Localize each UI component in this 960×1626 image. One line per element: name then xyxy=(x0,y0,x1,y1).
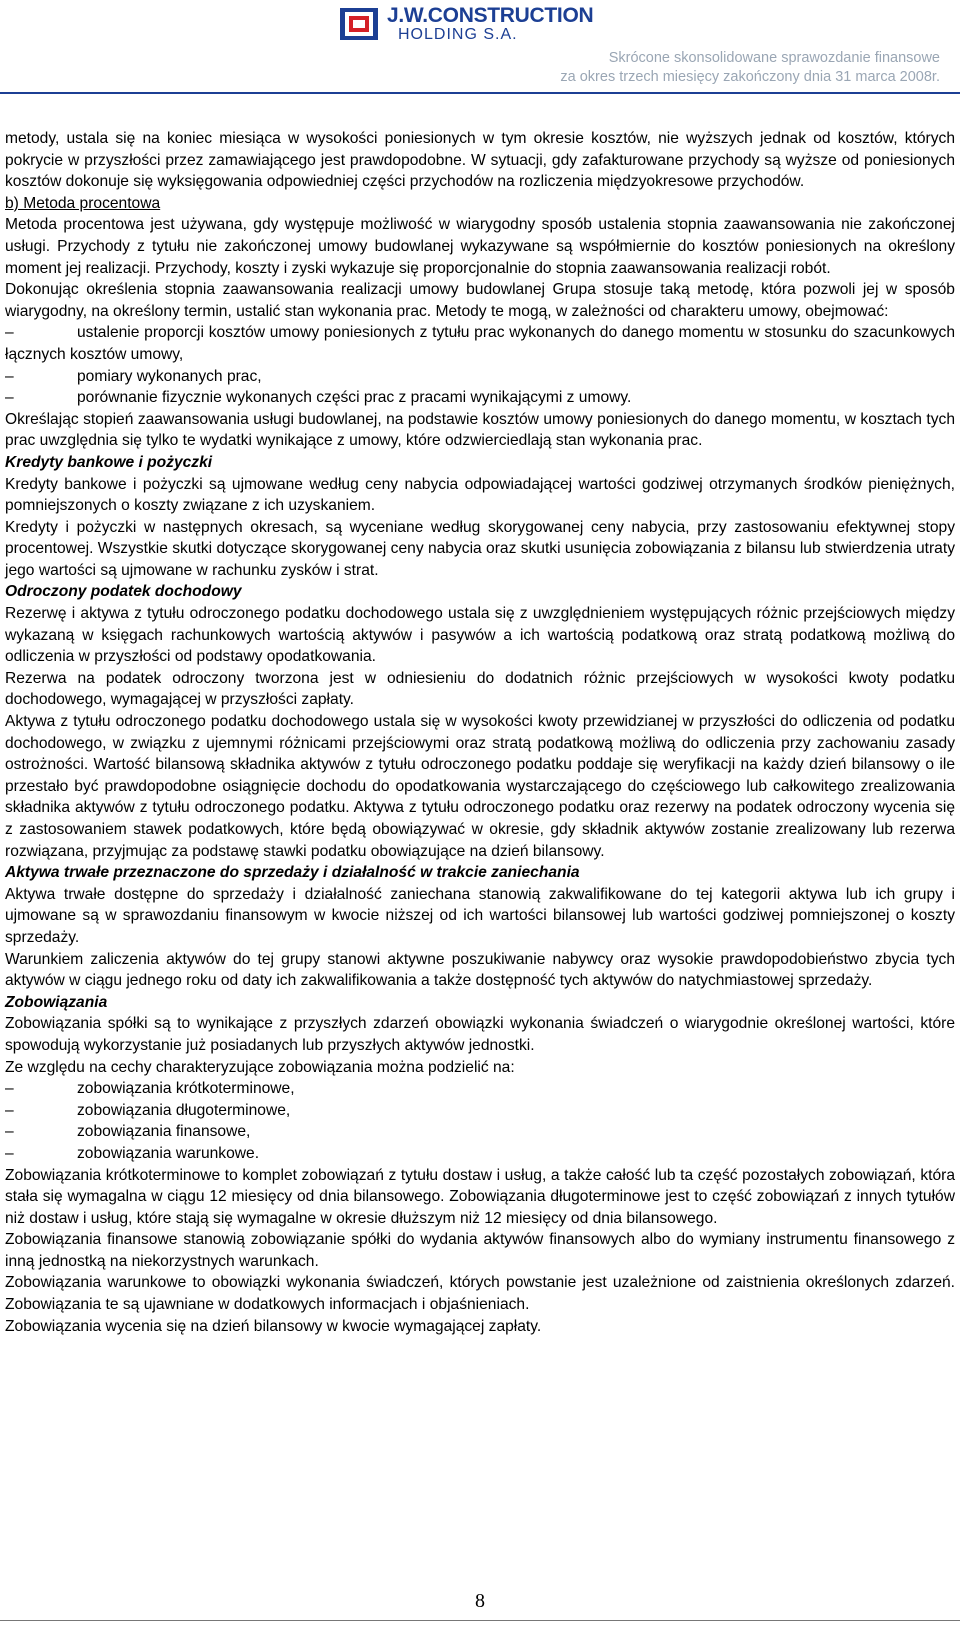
page-header xyxy=(0,0,960,94)
paragraph: Aktywa trwałe dostępne do sprzedaży i działalność zaniechana stanowią zakwalifikowane do tej kategorii aktywa lub ich grupy i ujmowane są w sprawozdaniu finansowym w kwocie niższej od ich wartości bilansowej lub wartości godziwej pomniejszonej o koszty sprzedaży. xyxy=(5,885,955,946)
document-body xyxy=(5,128,955,1337)
paragraph: Rezerwa na podatek odroczony tworzona jest w odniesieniu do dodatnich różnic przejściowych w wysokości kwoty podatku dochodowego, wymagającej w przyszłości zapłaty. xyxy=(5,669,955,709)
list-item xyxy=(5,1143,955,1165)
document-title: Skrócone skonsolidowane sprawozdanie finansowe xyxy=(608,50,940,66)
paragraph: Rezerwę i aktywa z tytułu odroczonego podatku dochodowego ustala się z uwzględnieniem występujących różnic przejściowych między wykazaną w księgach rachunkowych wartością aktywów i pasywów a ich wartością podatkową oraz stratą podatkową możliwą do odliczenia w przyszłości od podstawy opodatkowania. xyxy=(5,605,955,666)
paragraph: Zobowiązania warunkowe to obowiązki wykonania świadczeń, których powstanie jest uzależnione od zaistnienia określonych zdarzeń. Zobowiązania te są ujawniane w dodatkowych informacjach i objaśnieniach. xyxy=(5,1274,955,1314)
paragraph: Ze względu na cechy charakteryzujące zobowiązania można podzielić na: xyxy=(5,1058,515,1076)
paragraph: Warunkiem zaliczenia aktywów do tej grupy stanowi aktywne poszukiwanie nabywcy oraz wysokie prawdopodobieństwo zbycia tych aktywów w ciągu jednego roku od daty ich zakwalifikowania a także dostępność tych aktywów do natychmiastowej sprzedaży. xyxy=(5,950,955,990)
list-item-text: zobowiązania warunkowe. xyxy=(77,1144,260,1162)
list-item-text: zobowiązania długoterminowe, xyxy=(77,1101,291,1119)
paragraph: Zobowiązania spółki są to wynikające z przyszłych zdarzeń obowiązki wykonania świadczeń o wiarygodnie określonej wartości, które spowodują wykorzystanie już posiadanych lub przyszłych aktywów jednostki. xyxy=(5,1015,955,1054)
paragraph: metody, ustala się na koniec miesiąca w wysokości poniesionych w tym okresie kosztów, nie wyższych jednak od kosztów, których pokrycie w przyszłości przez zamawiającego jest prawdopodobne. W sytuacji, gdy zafakturowane przychody są wyższe od poniesionych kosztów dokonuje się wyksięgowania odpowiedniej części przychodów na rozliczenia międzyokresowe przychodów. xyxy=(5,130,955,191)
list-item xyxy=(5,322,955,365)
list-item xyxy=(5,387,955,409)
dash-bullet: – xyxy=(5,1144,14,1162)
dash-bullet: – xyxy=(5,324,14,342)
paragraph: Określając stopień zaawansowania usługi budowlanej, na podstawie kosztów umowy poniesionych do danego momentu, w kosztach tych prac uwzględnia się tylko te wydatki wynikające z umowy, które odzwierciedlają stan wykonania prac. xyxy=(5,410,955,450)
list-item-text: zobowiązania krótkoterminowe, xyxy=(77,1080,295,1098)
paragraph: Zobowiązania wycenia się na dzień bilansowy w kwocie wymagającej zapłaty. xyxy=(5,1317,542,1335)
paragraph: Kredyty bankowe i pożyczki są ujmowane według ceny nabycia odpowiadającej wartości godziwej otrzymanych środków pieniężnych, pomniejszonych o koszty związane z ich uzyskaniem. xyxy=(5,475,955,515)
list-item-text: ustalenie proporcji kosztów umowy poniesionych z tytułu prac wykonanych do danego momentu w stosunku do szacunkowych łącznych kosztów umowy, xyxy=(5,324,955,363)
paragraph: Aktywa z tytułu odroczonego podatku dochodowego ustala się w wysokości kwoty przewidzianej w przyszłości do odliczenia od podatku dochodowego, w związku z ujemnymi różnicami przejściowymi oraz stratą podatkową możliwą do odliczenia przy zachowaniu zasady ostrożności. Wartość bilansową składnika aktywów z tytułu odroczonego podatku poddaje się weryfikacji na każdy dzień bilansowy o ile przestało być prawdopodobne osiągnięcie dochodu do opodatkowania wystarczającego do częściowego lub całkowitego zrealizowania składnika aktywów z tytułu odroczonego podatku. Aktywa z tytułu odroczonego podatku oraz rezerwy na podatek odroczony wycenia się z zastosowaniem stawek podatkowych, które będą obowiązywać w okresie, gdy składnik aktywów zostanie zrealizowany lub rezerwa rozwiązana, przyjmując za podstawę stawki podatku obowiązujące na dzień bilansowy. xyxy=(5,713,955,860)
list-item-text: porównanie fizycznie wykonanych części prac z pracami wynikającymi z umowy. xyxy=(77,389,632,407)
list-item-text: pomiary wykonanych prac, xyxy=(77,367,262,385)
paragraph: Metoda procentowa jest używana, gdy występuje możliwość w wiarygodny sposób ustalenia stopnia zaawansowania nie zakończonej usługi. Przychody z tytułu nie zakończonej umowy budowlanej wykazywane są współmiernie do kosztów poniesionych na określony moment jej realizacji. Przychody, koszty i zyski wykazuje się proporcjonalnie do stopnia zaawansowania realizacji robót. xyxy=(5,216,955,277)
company-name: J.W.CONSTRUCTION xyxy=(387,4,594,27)
section-heading-assets-held-for-sale: Aktywa trwałe przeznaczone do sprzedaży i działalność w trakcie zaniechania xyxy=(5,864,580,882)
dash-bullet: – xyxy=(5,367,14,385)
dash-bullet: – xyxy=(5,1123,14,1141)
list-item xyxy=(5,1078,955,1100)
paragraph: Zobowiązania finansowe stanowią zobowiązanie spółki do wydania aktywów finansowych albo do wymiany instrumentu finansowego z inną jednostką na niekorzystnych warunkach. xyxy=(5,1231,955,1270)
company-logo-icon xyxy=(340,8,378,40)
paragraph: Kredyty i pożyczki w następnych okresach, są wyceniane według skorygowanej ceny nabycia, przy zastosowaniu efektywnej stopy procentowej. Wszystkie skutki dotyczące skorygowanej ceny nabycia oraz skutki usunięcia zobowiązania z bilansu lub stwierdzenia utraty jego wartości są ujmowane w rachunku zysków i strat. xyxy=(5,518,955,579)
company-subtitle: HOLDING S.A. xyxy=(398,26,518,43)
paragraph: Zobowiązania krótkoterminowe to komplet zobowiązań z tytułu dostaw i usług, a także całość lub ta część pozostałych zobowiązań, która stała się wymagalna w ciągu 12 miesięcy od dnia bilansowego. Zobowiązania długoterminowe jest to część zobowiązań z innych tytułów niż dostaw i usług, które stają się wymagalne w okresie dłuższym niż 12 miesięcy od dnia bilansowego. xyxy=(5,1166,955,1227)
section-heading-liabilities: Zobowiązania xyxy=(5,993,108,1011)
page-number: 8 xyxy=(475,1590,485,1612)
document-period: za okres trzech miesięcy zakończony dnia 31 marca 2008r. xyxy=(560,69,940,85)
list-item-text: zobowiązania finansowe, xyxy=(77,1123,251,1141)
list-item xyxy=(5,366,955,388)
list-item xyxy=(5,1121,955,1143)
dash-bullet: – xyxy=(5,1080,14,1098)
subheading-percentage-method: b) Metoda procentowa xyxy=(5,194,161,212)
section-heading-deferred-tax: Odroczony podatek dochodowy xyxy=(5,583,242,601)
dash-bullet: – xyxy=(5,1101,14,1119)
dash-bullet: – xyxy=(5,389,14,407)
footer-divider xyxy=(0,1620,960,1621)
paragraph: Dokonując określenia stopnia zaawansowania realizacji umowy budowlanej Grupa stosuje taką metodę, która pozwoli jej w sposób wiarygodny, na określony termin, ustalić stan wykonania prac. Metody te mogą, w zależności od charakteru umowy, obejmować: xyxy=(5,281,955,320)
section-heading-loans: Kredyty bankowe i pożyczki xyxy=(5,453,213,471)
header-divider xyxy=(0,92,960,94)
list-item xyxy=(5,1100,955,1122)
